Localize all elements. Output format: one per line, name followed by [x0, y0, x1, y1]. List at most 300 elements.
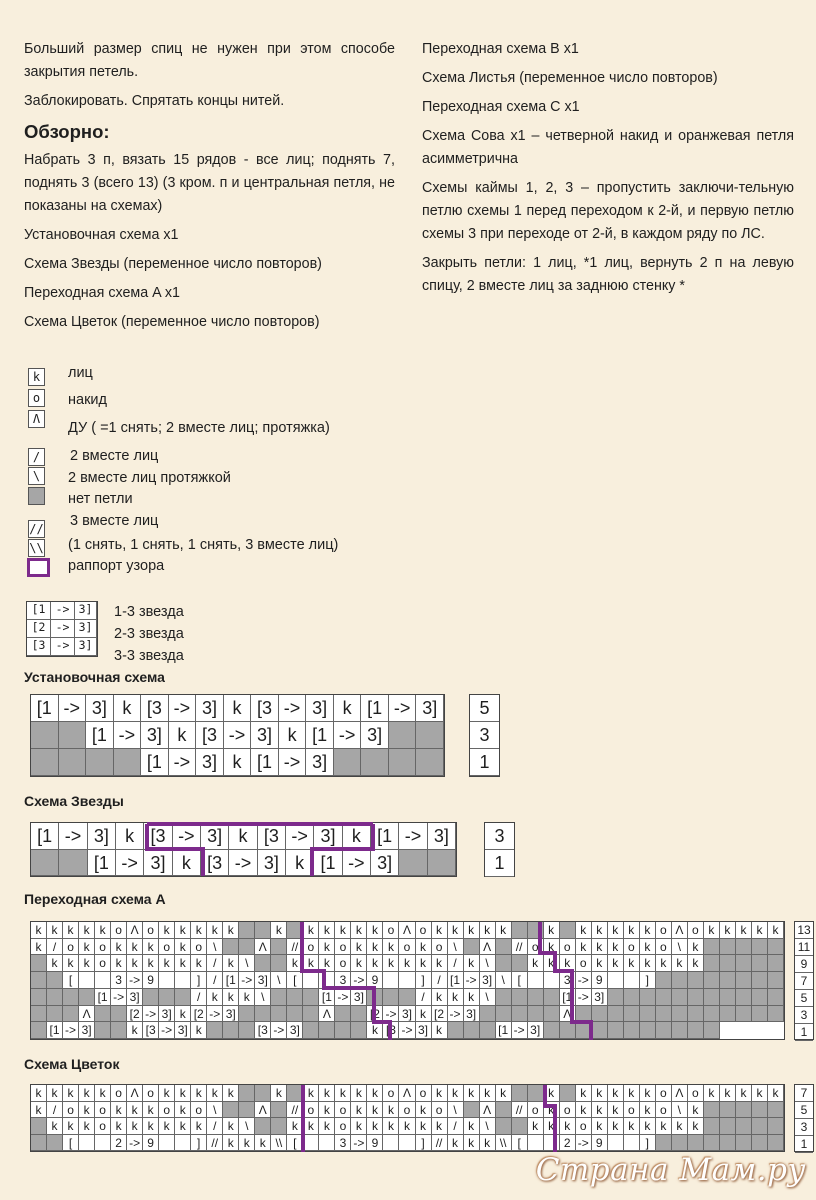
transition-a-cell: k [768, 922, 784, 939]
transition-a-cell [63, 1006, 79, 1023]
transition-a-cell: k [496, 922, 512, 939]
legend-label: 2 вместе лиц протяжкой [68, 470, 231, 486]
flower-cell [287, 1085, 303, 1102]
legend-label: раппорт узора [68, 558, 165, 574]
flower-cell: k [367, 1118, 383, 1135]
transition-a-cell: k [544, 939, 560, 956]
legend-label: лиц [68, 365, 93, 381]
transition-a-cell: k [47, 922, 63, 939]
transition-a-cell: k [63, 922, 79, 939]
transition-a-cell [47, 989, 63, 1006]
flower-cell [720, 1135, 736, 1152]
transition-a-cell: 3 [111, 972, 127, 989]
row-number: 11 [795, 939, 813, 956]
transition-a-cell [239, 922, 255, 939]
star-cell: [1 [31, 823, 59, 850]
transition-a-cell: [2 [127, 1006, 143, 1023]
flower-cell: k [319, 1118, 335, 1135]
star-cell: k [286, 850, 314, 877]
setup-cell: 3] [361, 722, 389, 749]
transition-a-cell: o [560, 939, 576, 956]
flower-cell [736, 1102, 752, 1119]
setup-cell [361, 749, 389, 776]
flower-cell [31, 1118, 47, 1135]
transition-a-cell [79, 989, 95, 1006]
flower-cell [319, 1135, 335, 1152]
flower-cell [688, 1135, 704, 1152]
flower-cell: k [496, 1085, 512, 1102]
flower-cell: k [480, 1135, 496, 1152]
transition-a-cell: -> [399, 1022, 415, 1039]
flower-cell: Λ [255, 1102, 271, 1119]
flower-cell: k [528, 1118, 544, 1135]
transition-a-cell [399, 972, 415, 989]
transition-a-cell [528, 989, 544, 1006]
transition-a-cell: k [399, 955, 415, 972]
transition-a-cell [704, 972, 720, 989]
transition-a-cell: k [335, 922, 351, 939]
row-number: 9 [795, 956, 813, 973]
flower-cell [752, 1102, 768, 1119]
transition-a-cell [496, 939, 512, 956]
section-heading: Обзорно: [24, 121, 110, 142]
transition-a-cell [640, 989, 656, 1006]
star-legend-cell: 3] [75, 620, 97, 638]
transition-a-cell [47, 1006, 63, 1023]
transition-a-cell [720, 972, 736, 989]
transition-a-cell [752, 1006, 768, 1023]
transition-a-cell [31, 989, 47, 1006]
flower-cell [95, 1135, 111, 1152]
flower-cell [704, 1135, 720, 1152]
flower-cell: o [560, 1102, 576, 1119]
transition-a-cell [95, 972, 111, 989]
transition-a-cell: k [303, 955, 319, 972]
transition-a-cell: k [79, 922, 95, 939]
star-cell: 3] [88, 823, 116, 850]
transition-a-cell: ] [416, 972, 432, 989]
transition-a-cell: 3 [335, 972, 351, 989]
star-cell: 3] [428, 823, 456, 850]
transition-a-cell [287, 1006, 303, 1023]
flower-cell: k [367, 1102, 383, 1119]
flower-cell: k [704, 1085, 720, 1102]
star-cell: [1 [88, 850, 116, 877]
transition-a-cell: o [111, 922, 127, 939]
paragraph: Переходная схема A x1 [24, 285, 181, 301]
transition-a-cell [704, 1022, 720, 1039]
transition-a-cell: k [576, 922, 592, 939]
setup-cell: k [224, 749, 252, 776]
transition-a-cell: -> [335, 989, 351, 1006]
transition-a-cell [736, 989, 752, 1006]
flower-cell: k [383, 1102, 399, 1119]
flower-cell: k [175, 1102, 191, 1119]
flower-cell [271, 1102, 287, 1119]
paragraph: Схема Звезды (переменное число повторов) [24, 256, 322, 272]
transition-a-cell [255, 922, 271, 939]
transition-a-cell [576, 1022, 592, 1039]
flower-cell [383, 1135, 399, 1152]
flower-cell [736, 1118, 752, 1135]
transition-a-cell: 3] [464, 1006, 480, 1023]
transition-a-cell [111, 1022, 127, 1039]
transition-a-cell [496, 955, 512, 972]
star-cell: -> [116, 850, 144, 877]
transition-a-cell [608, 1006, 624, 1023]
flower-cell: k [351, 1085, 367, 1102]
transition-a-cell: k [351, 922, 367, 939]
setup-cell: -> [334, 722, 362, 749]
flower-cell: -> [351, 1135, 367, 1152]
star-legend-cell: -> [51, 620, 75, 638]
transition-a-cell: k [351, 939, 367, 956]
transition-a-cell [383, 972, 399, 989]
transition-a-cell: -> [239, 972, 255, 989]
flower-cell [528, 1085, 544, 1102]
transition-a-cell: \ [448, 939, 464, 956]
flower-cell: o [303, 1102, 319, 1119]
transition-a-cell [271, 939, 287, 956]
flower-cell: o [656, 1102, 672, 1119]
flower-cell: k [383, 1118, 399, 1135]
setup-cell: k [169, 722, 197, 749]
flower-cell [672, 1135, 688, 1152]
transition-a-cell: k [47, 955, 63, 972]
setup-cell [114, 749, 142, 776]
transition-a-cell [752, 939, 768, 956]
transition-a-cell: / [191, 989, 207, 1006]
knit-symbol: k [28, 368, 45, 386]
transition-a-cell: 9 [367, 972, 383, 989]
transition-a-cell [303, 1022, 319, 1039]
transition-a-cell: k [223, 922, 239, 939]
transition-a-cell: [ [63, 972, 79, 989]
setup-cell: 3] [196, 749, 224, 776]
flower-cell: 9 [592, 1135, 608, 1152]
flower-cell: / [47, 1102, 63, 1119]
flower-cell: k [111, 1118, 127, 1135]
flower-cell: k [720, 1085, 736, 1102]
transition-a-cell [271, 955, 287, 972]
setup-cell: [1 [251, 749, 279, 776]
transition-a-cell: 3] [528, 1022, 544, 1039]
transition-a-cell: o [95, 955, 111, 972]
transition-a-cell [688, 1022, 704, 1039]
flower-cell: k [159, 1118, 175, 1135]
transition-a-cell: Λ [480, 939, 496, 956]
flower-cell: k [399, 1118, 415, 1135]
flower-cell: / [207, 1118, 223, 1135]
flower-cell: Λ [399, 1085, 415, 1102]
flower-cell: \ [480, 1118, 496, 1135]
transition-a-cell: k [528, 955, 544, 972]
star-cell: 3] [314, 823, 342, 850]
transition-a-cell [223, 1022, 239, 1039]
flower-cell: k [79, 1085, 95, 1102]
transition-a-cell: \ [207, 939, 223, 956]
transition-a-cell: k [383, 939, 399, 956]
setup-cell: k [334, 695, 362, 722]
transition-a-cell: -> [111, 989, 127, 1006]
transition-a-cell: k [416, 939, 432, 956]
transition-a-cell [480, 1006, 496, 1023]
transition-a-cell: k [640, 955, 656, 972]
transition-a-cell: o [191, 939, 207, 956]
transition-a-cell: o [143, 922, 159, 939]
transition-a-cell: // [512, 939, 528, 956]
transition-a-cell: k [432, 922, 448, 939]
setup-cell: k [279, 722, 307, 749]
star-cell: [1 [314, 850, 342, 877]
legend-label: (1 снять, 1 снять, 1 снять, 3 вместе лиц) [68, 537, 339, 553]
flower-cell: ] [191, 1135, 207, 1152]
transition-a-cell: o [303, 939, 319, 956]
setup-cell: [1 [141, 749, 169, 776]
row-number: 13 [795, 922, 813, 939]
transition-a-cell [592, 1022, 608, 1039]
flower-cell [560, 1085, 576, 1102]
flower-cell: k [63, 1118, 79, 1135]
transition-a-cell [672, 972, 688, 989]
transition-a-cell: [2 [432, 1006, 448, 1023]
transition-a-cell: o [656, 922, 672, 939]
flower-cell [544, 1135, 560, 1152]
star-cell: 3] [371, 850, 399, 877]
star-cell: 3] [201, 823, 229, 850]
setup-cell: -> [59, 695, 87, 722]
flower-cell: k [672, 1118, 688, 1135]
transition-a-cell [367, 989, 383, 1006]
flower-cell: k [464, 1135, 480, 1152]
transition-a-cell [528, 1006, 544, 1023]
star-cell: -> [229, 850, 257, 877]
flower-cell: \\ [496, 1135, 512, 1152]
transition-a-cell: k [223, 989, 239, 1006]
transition-a-cell: \ [255, 989, 271, 1006]
transition-a-cell: 3] [416, 1022, 432, 1039]
transition-a-cell: -> [351, 972, 367, 989]
transition-a-cell [752, 989, 768, 1006]
transition-a-cell [608, 989, 624, 1006]
flower-cell: k [255, 1135, 271, 1152]
transition-a-cell [319, 1022, 335, 1039]
transition-a-cell [592, 1006, 608, 1023]
row-number: 3 [485, 823, 514, 850]
setup-cell [31, 722, 59, 749]
star-legend-cell: [2 [27, 620, 51, 638]
transition-a-cell [255, 955, 271, 972]
transition-a-cell [31, 955, 47, 972]
transition-a-cell [624, 972, 640, 989]
flower-cell [608, 1135, 624, 1152]
flower-cell [704, 1118, 720, 1135]
row-number: 1 [485, 850, 514, 877]
transition-a-cell: k [367, 955, 383, 972]
transition-a-cell [207, 1022, 223, 1039]
transition-a-cell: 3] [255, 972, 271, 989]
star-cell [399, 850, 427, 877]
transition-a-cell: k [688, 955, 704, 972]
transition-a-cell: / [416, 989, 432, 1006]
transition-a-cell: o [528, 939, 544, 956]
transition-a-cell [464, 1022, 480, 1039]
flower-cell: k [351, 1102, 367, 1119]
flower-cell: k [640, 1118, 656, 1135]
transition-a-cell [175, 989, 191, 1006]
flower-cell: Λ [480, 1102, 496, 1119]
setup-cell [59, 722, 87, 749]
flower-cell: k [592, 1118, 608, 1135]
transition-a-cell: 3] [127, 989, 143, 1006]
transition-a-cell: k [143, 939, 159, 956]
transition-a-cell: 9 [592, 972, 608, 989]
transition-a-cell [335, 1006, 351, 1023]
flower-cell: k [31, 1102, 47, 1119]
transition-a-cell: o [656, 939, 672, 956]
transition-a-cell: [1 [223, 972, 239, 989]
flower-cell [79, 1135, 95, 1152]
transition-a-cell: k [367, 922, 383, 939]
transition-a-cell: / [207, 955, 223, 972]
transition-a-cell: o [335, 939, 351, 956]
transition-a-cell: k [608, 939, 624, 956]
flower-cell [159, 1135, 175, 1152]
flower-cell [528, 1135, 544, 1152]
flower-row-numbers [794, 1084, 814, 1152]
flower-cell: k [335, 1085, 351, 1102]
flower-cell: 9 [143, 1135, 159, 1152]
setup-cell: [1 [31, 695, 59, 722]
transition-a-cell: k [736, 922, 752, 939]
repeat-frame-symbol [27, 558, 50, 577]
transition-a-cell [271, 989, 287, 1006]
flower-cell: k [752, 1085, 768, 1102]
transition-a-cell: Λ [560, 1006, 576, 1023]
transition-a-cell: 3] [480, 972, 496, 989]
transition-a-cell [95, 1006, 111, 1023]
flower-cell: k [688, 1102, 704, 1119]
flower-cell: k [223, 1085, 239, 1102]
flower-cell: k [576, 1085, 592, 1102]
transition-a-cell [399, 989, 415, 1006]
transition-a-cell [736, 939, 752, 956]
flower-cell: o [399, 1102, 415, 1119]
flower-cell: k [287, 1118, 303, 1135]
star-cell [59, 850, 87, 877]
transition-a-cell [672, 1022, 688, 1039]
transition-a-cell: o [576, 955, 592, 972]
flower-cell: k [688, 1118, 704, 1135]
transition-a-cell: -> [448, 1006, 464, 1023]
paragraph: Набрать 3 п, вязать 15 рядов - все лиц; поднять 7, поднять 3 (всего 13) (3 кром. п и центральная петля, не показаны на схемах) [24, 152, 395, 214]
transition-a-cell: // [287, 939, 303, 956]
transition-a-cell: k [223, 955, 239, 972]
flower-cell: o [383, 1085, 399, 1102]
transition-a-cell: k [319, 955, 335, 972]
transition-a-cell [656, 989, 672, 1006]
setup-cell: [3 [141, 695, 169, 722]
flower-cell [271, 1118, 287, 1135]
transition-a-cell [768, 989, 784, 1006]
paragraph: Схема Листья (переменное число повторов) [422, 70, 718, 86]
transition-a-cell [608, 972, 624, 989]
star-legend-cell: [1 [27, 602, 51, 620]
paragraph: Больший размер спиц не нужен при этом способе закрытия петель. [24, 41, 395, 80]
transition-a-cell [704, 1006, 720, 1023]
transition-a-cell [95, 1022, 111, 1039]
flower-cell: o [111, 1085, 127, 1102]
flower-cell: k [640, 1085, 656, 1102]
transition-a-cell [736, 972, 752, 989]
transition-a-cell: k [111, 939, 127, 956]
transition-a-cell [752, 972, 768, 989]
transition-a-cell [480, 1022, 496, 1039]
transition-a-cell: k [544, 955, 560, 972]
transition-a-cell: -> [127, 972, 143, 989]
flower-cell [768, 1135, 784, 1152]
transition-a-cell [528, 922, 544, 939]
flower-cell [512, 1085, 528, 1102]
yarn-over-symbol: o [28, 389, 45, 407]
flower-cell [496, 1118, 512, 1135]
transition-a-cell [496, 1006, 512, 1023]
transition-a-cell: k [464, 922, 480, 939]
row-number: 1 [795, 1136, 813, 1153]
flower-cell: o [335, 1102, 351, 1119]
flower-cell: [ [512, 1135, 528, 1152]
flower-cell: k [736, 1085, 752, 1102]
flower-cell: 3 [335, 1135, 351, 1152]
legend-label: 2-3 звезда [114, 626, 184, 642]
transition-a-cell [143, 989, 159, 1006]
transition-a-cell [752, 955, 768, 972]
transition-a-cell [688, 989, 704, 1006]
flower-cell [768, 1102, 784, 1119]
flower-cell: k [95, 1085, 111, 1102]
transition-a-cell [672, 1006, 688, 1023]
transition-a-cell [768, 955, 784, 972]
transition-a-cell: k [464, 989, 480, 1006]
transition-a-cell [528, 972, 544, 989]
transition-a-cell: -> [207, 1006, 223, 1023]
flower-cell: ] [416, 1135, 432, 1152]
star-chart-title: Схема Звезды [24, 793, 124, 809]
transition-a-cell: 3] [159, 1006, 175, 1023]
flower-cell: k [608, 1118, 624, 1135]
paragraph: Установочная схема x1 [24, 227, 179, 243]
setup-cell [334, 749, 362, 776]
transition-a-cell: k [544, 922, 560, 939]
setup-cell: 3] [306, 695, 334, 722]
transition-a-cell: -> [383, 1006, 399, 1023]
transition-a-cell [255, 1006, 271, 1023]
transition-a-cell [31, 1006, 47, 1023]
flower-cell: o [159, 1102, 175, 1119]
transition-a-cell: k [432, 955, 448, 972]
transition-a-cell [303, 1006, 319, 1023]
transition-a-cell [544, 1022, 560, 1039]
transition-a-cell: [3 [255, 1022, 271, 1039]
star-legend-table [26, 601, 98, 657]
transition-a-cell: k [688, 939, 704, 956]
flower-cell: k [576, 1102, 592, 1119]
flower-cell: k [432, 1085, 448, 1102]
transition-a-cell: [ [512, 972, 528, 989]
transition-a-cell: \ [271, 972, 287, 989]
transition-a-cell [704, 989, 720, 1006]
flower-cell: k [175, 1085, 191, 1102]
